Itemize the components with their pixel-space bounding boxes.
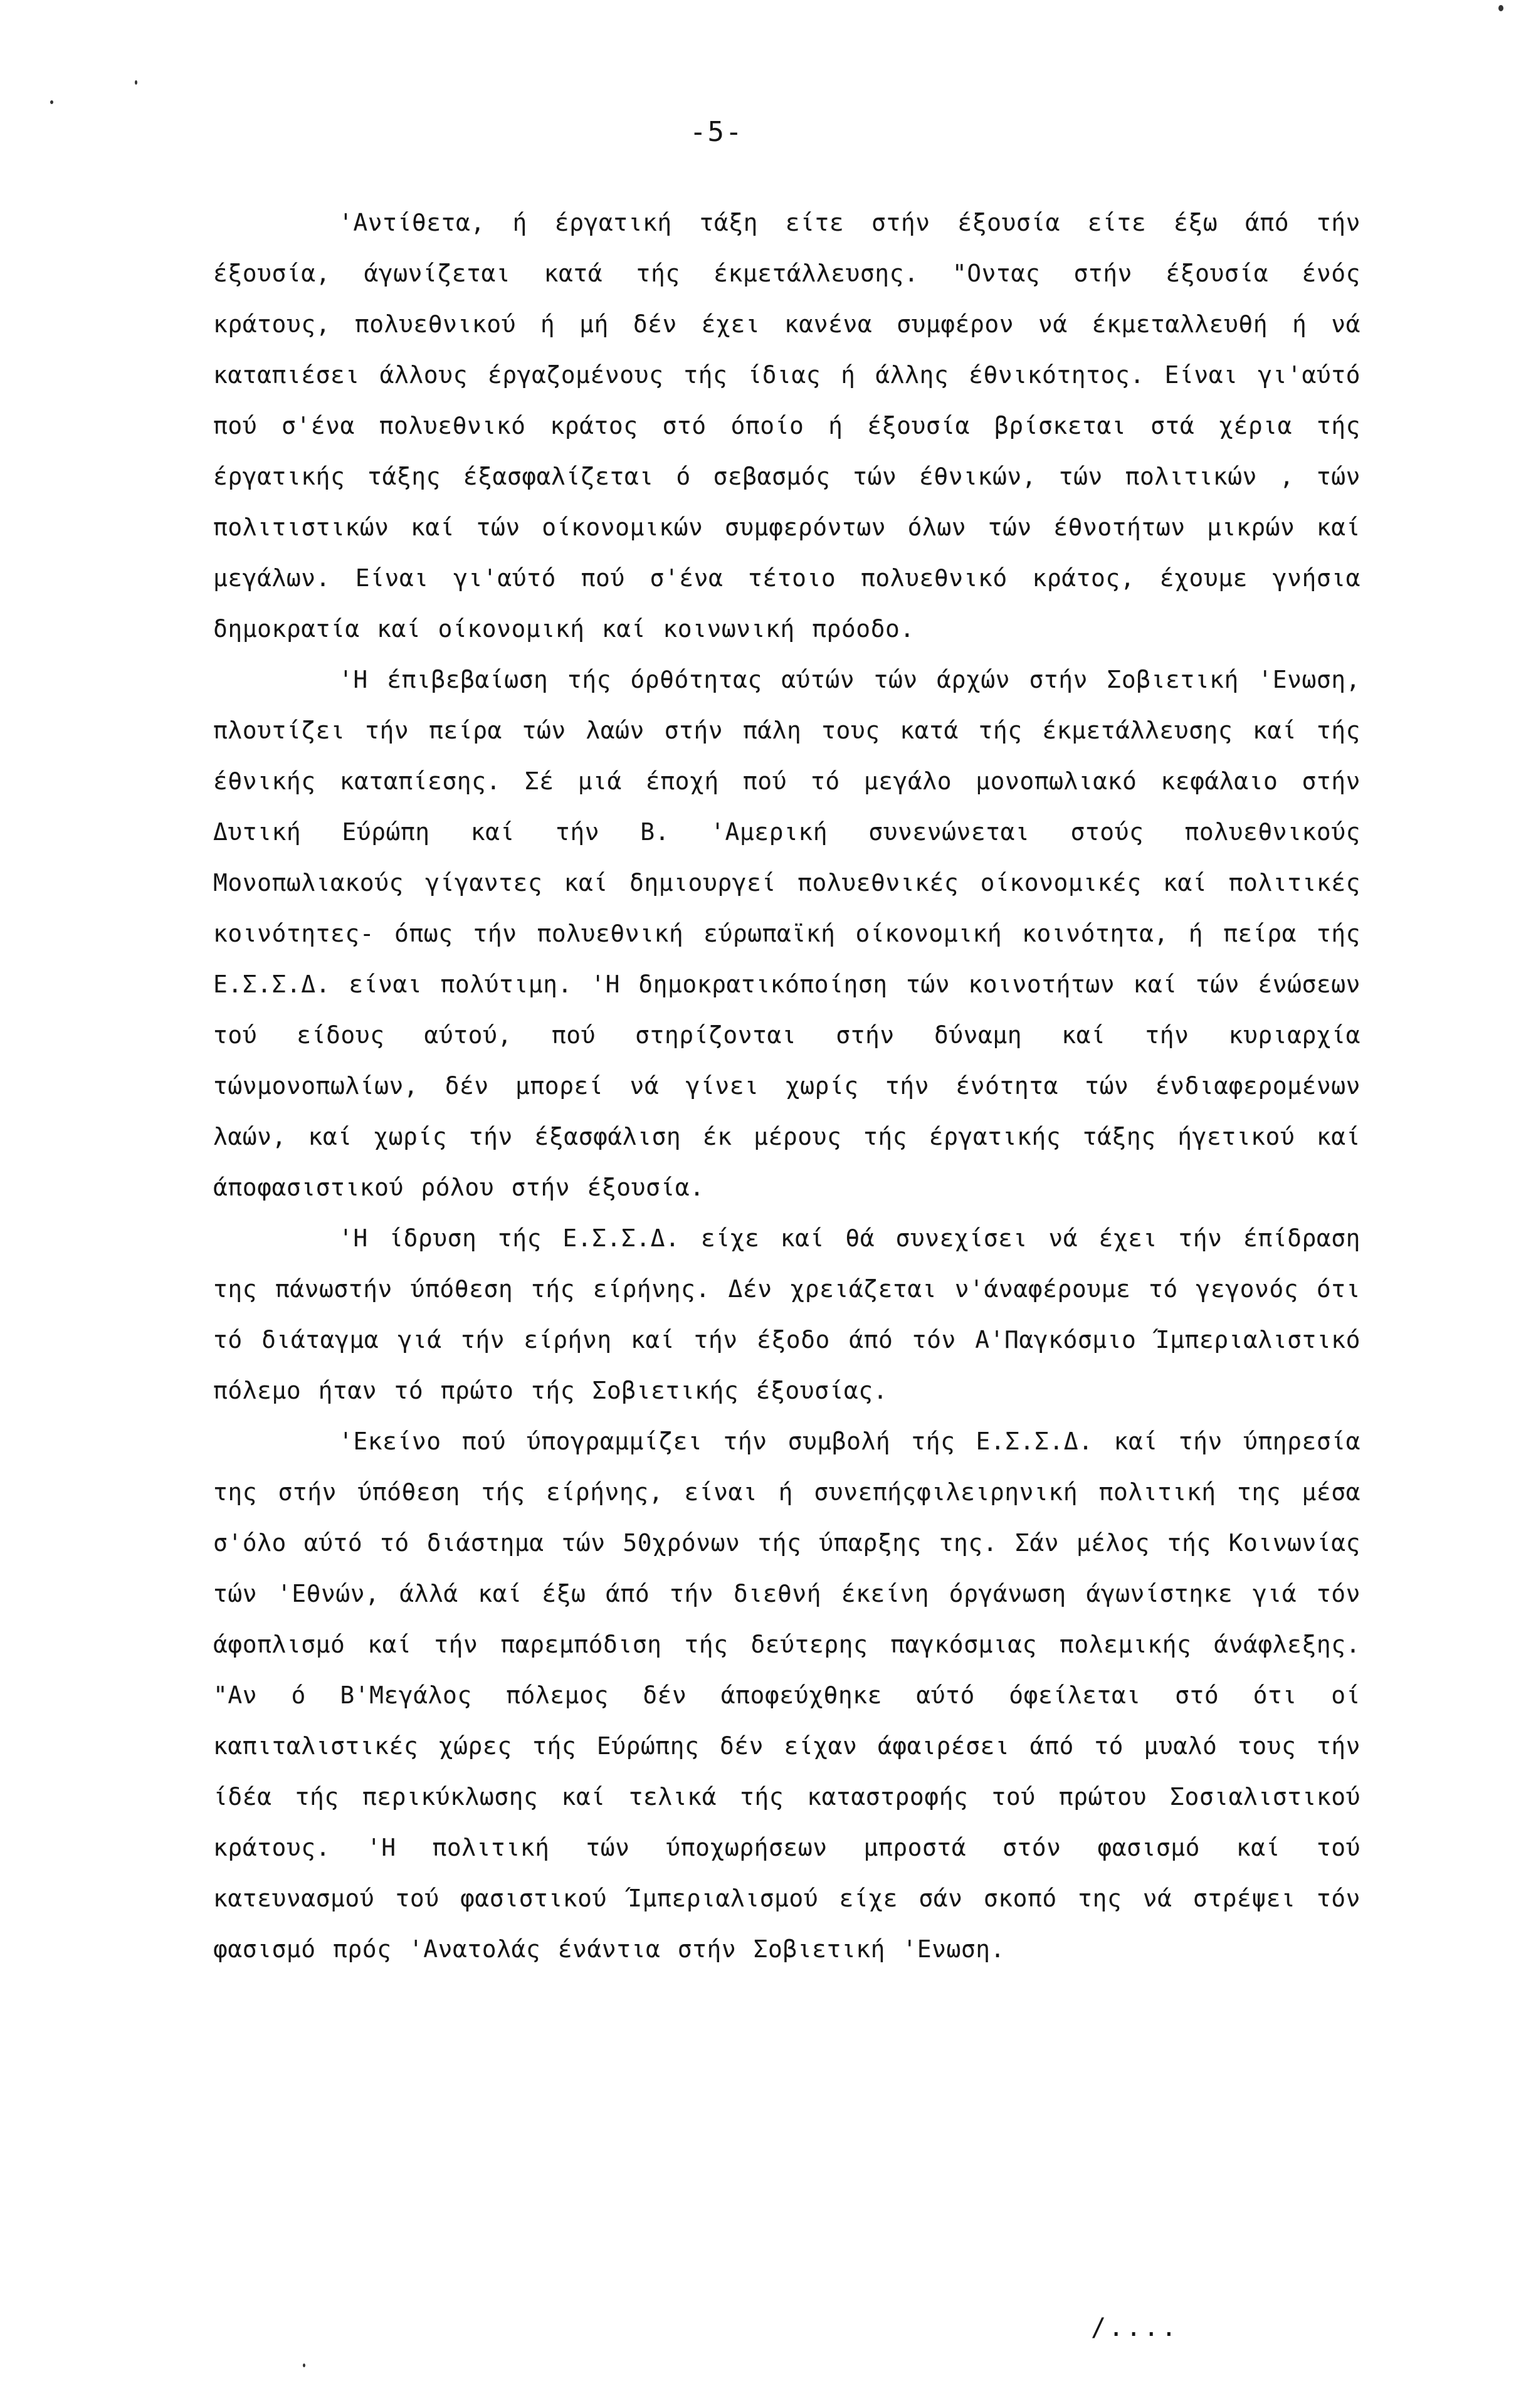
- page-number: -5-: [690, 116, 744, 148]
- paragraph-1: 'Αντίθετα, ή έργατική τάξη είτε στήν έξουσία είτε έξω άπό τήν έξουσία, άγωνίζεται κατά τής έκμετάλλευσης. "Οντας στήν έξουσία ένός κράτους, πολυεθνικού ή μή δέν έχει κανένα συμφέρον νά έκμεταλλευθή ή νά καταπιέσει άλλους έργαζομένους τής ίδιας ή άλλης έθνικότητος. Είναι γι'αύτό πού σ'ένα πολυεθνικό κράτος στό όποίο ή έξουσία βρίσκεται στά χέρια τής έργατικής τάξης έξασφαλίζεται ό σεβασμός τών έθνικών, τών πολιτικών , τών πολιτιστικών καί τών οίκονομικών συμφερόντων όλων τών έθνοτήτων μικρών καί μεγάλων. Είναι γι'αύτό πού σ'ένα τέτοιο πολυεθνικό κράτος, έχουμε γνήσια δημοκρατία καί οίκονομική καί κοινωνική πρόοδο.: [213, 209, 1360, 643]
- continuation-mark: /....: [1091, 2313, 1179, 2342]
- paragraph-2: 'Η έπιβεβαίωση τής όρθότητας αύτών τών άρχών στήν Σοβιετική 'Ενωση, πλουτίζει τήν πείρα τών λαών στήν πάλη τους κατά τής έκμετάλλευσης καί τής έθνικής καταπίεσης. Σέ μιά έποχή πού τό μεγάλο μονοπωλιακό κεφάλαιο στήν Δυτική Εύρώπη καί τήν Β. 'Αμερική συνενώνεται στούς πολυεθνικούς Μονοπωλιακούς γίγαντες καί δημιουργεί πολυεθνικές οίκονομικές καί πολιτικές κοινότητες- όπως τήν πολυεθνική εύρωπαϊκή οίκονομική κοινότητα, ή πείρα τής Ε.Σ.Σ.Δ. είναι πολύτιμη. 'Η δημοκρατικόποίηση τών κοινοτήτων καί τών ένώσεων τού είδους αύτού, πού στηρίζονται στήν δύναμη καί τήν κυριαρχία τώνμονοπωλίων, δέν μπορεί νά γίνει χωρίς τήν ένότητα τών ένδιαφερομένων λαών, καί χωρίς τήν έξασφάλιση έκ μέρους τής έργατικής τάξης ήγετικού καί άποφασιστικού ρόλου στήν έξουσία.: [213, 666, 1360, 1201]
- scan-speck: [135, 80, 137, 85]
- scan-speck: [50, 100, 53, 104]
- body-text: [213, 197, 1360, 1975]
- paragraph-4: 'Εκείνο πού ύπογραμμίζει τήν συμβολή τής Ε.Σ.Σ.Δ. καί τήν ύπηρεσία της στήν ύπόθεση τής είρήνης, είναι ή συνεπήςφιλειρηνική πολιτική της μέσα σ'όλο αύτό τό διάστημα τών 50χρόνων τής ύπαρξης της. Σάν μέλος τής Κοινωνίας τών 'Εθνών, άλλά καί έξω άπό τήν διεθνή έκείνη όργάνωση άγωνίστηκε γιά τόν άφοπλισμό καί τήν παρεμπόδιση τής δεύτερης παγκόσμιας πολεμικής άνάφλεξης. "Αν ό Β'Μεγάλος πόλεμος δέν άποφεύχθηκε αύτό όφείλεται στό ότι οί καπιταλιστικές χώρες τής Εύρώπης δέν είχαν άφαιρέσει άπό τό μυαλό τους τήν ίδέα τής περικύκλωσης καί τελικά τής καταστροφής τού πρώτου Σοσιαλιστικού κράτους. 'Η πολιτική τών ύποχωρήσεων μπροστά στόν φασισμό καί τού κατευνασμού τού φασιστικού Ίμπεριαλισμού είχε σάν σκοπό της νά στρέψει τόν φασισμό πρός 'Ανατολάς ένάντια στήν Σοβιετική 'Ενωση.: [213, 1427, 1360, 1963]
- scan-speck: [1498, 5, 1503, 11]
- scan-speck: [303, 2363, 305, 2367]
- paragraph-3: 'Η ίδρυση τής Ε.Σ.Σ.Δ. είχε καί θά συνεχίσει νά έχει τήν έπίδραση της πάνωστήν ύπόθεση τής είρήνης. Δέν χρειάζεται ν'άναφέρουμε τό γεγονός ότι τό διάταγμα γιά τήν είρήνη καί τήν έξοδο άπό τόν Α'Παγκόσμιο Ίμπεριαλιστικό πόλεμο ήταν τό πρώτο τής Σοβιετικής έξουσίας.: [213, 1224, 1360, 1404]
